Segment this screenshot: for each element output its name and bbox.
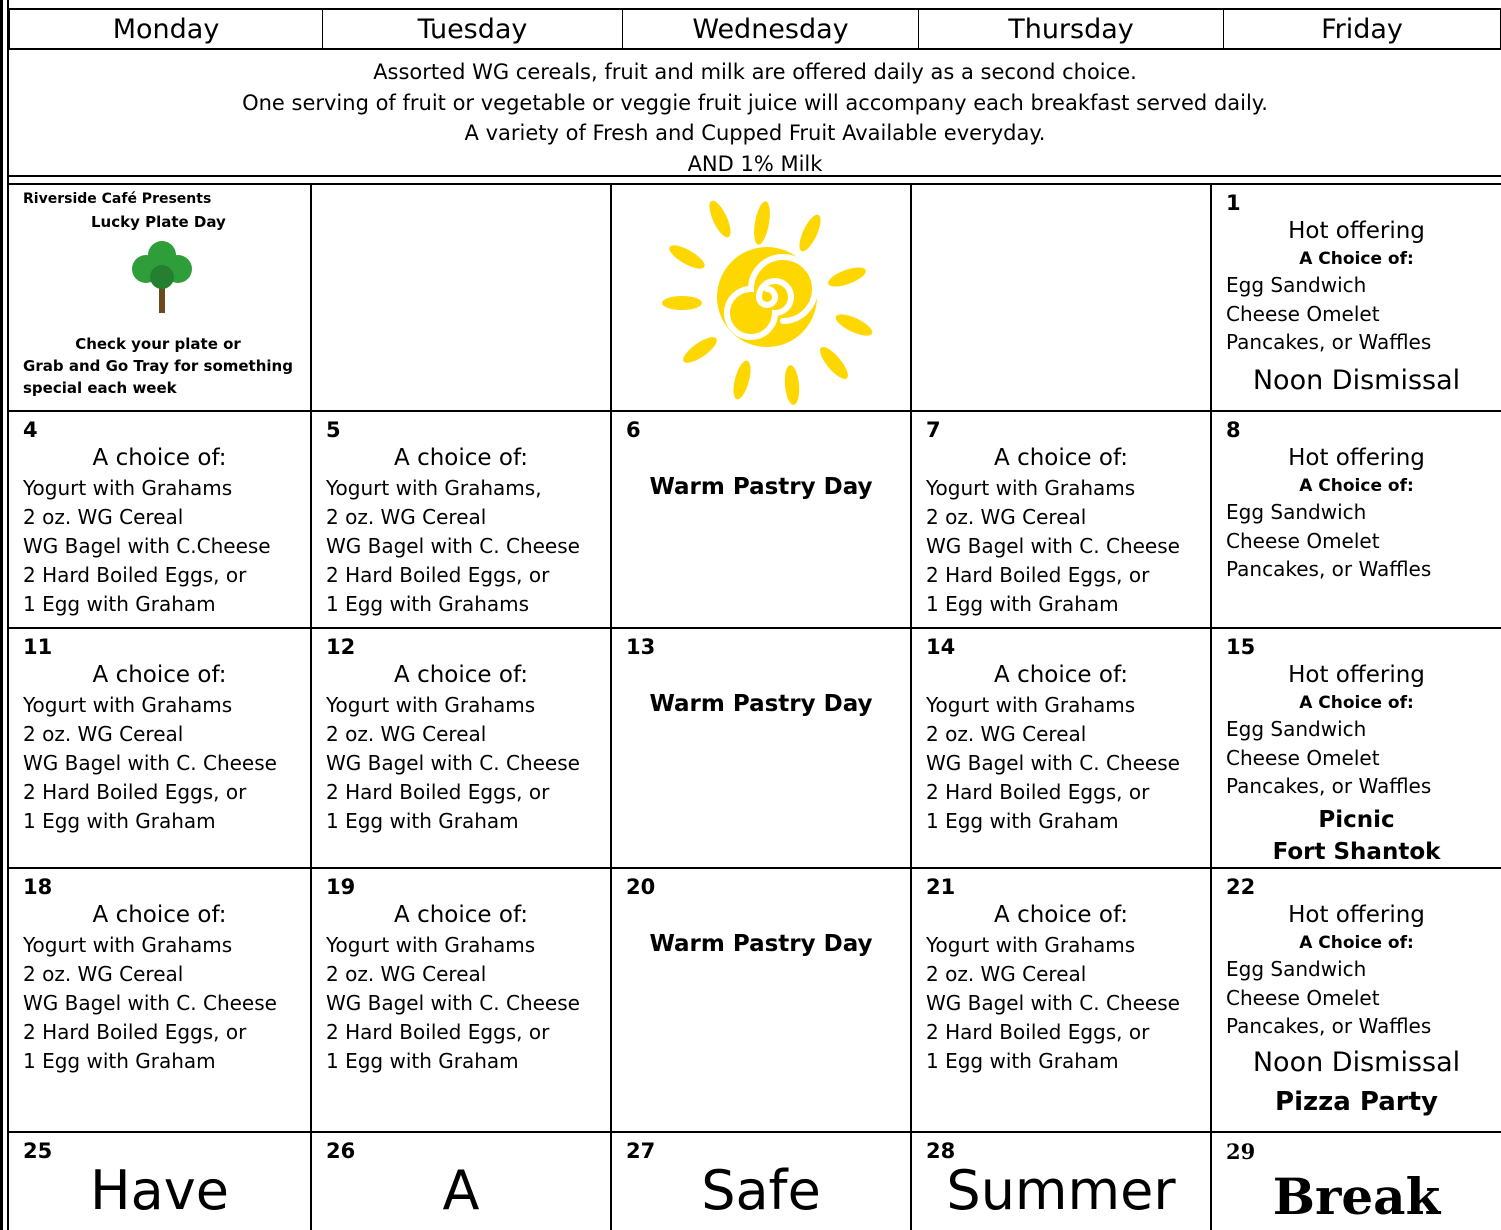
choice-heading: A choice of: — [394, 902, 528, 928]
menu-item: Pancakes, or Waffles — [1226, 557, 1432, 581]
menu-item: Yogurt with Grahams — [23, 693, 233, 717]
menu-item: 2 oz. WG Cereal — [326, 962, 487, 986]
warm-pastry-day: Warm Pastry Day — [649, 691, 873, 717]
sun-icon — [642, 185, 882, 410]
menu-items — [326, 931, 580, 1076]
day-number: 25 — [23, 1139, 53, 1163]
cell-day-6 — [612, 412, 912, 629]
cell-sun — [612, 185, 912, 412]
menu-item: WG Bagel with C. Cheese — [23, 751, 277, 775]
menu-item: Cheese Omelet — [1226, 985, 1380, 1010]
header-tuesday: Tuesday — [322, 9, 623, 50]
menu-item: 2 Hard Boiled Eggs, or — [326, 1020, 550, 1044]
choice-heading: A choice of: — [994, 445, 1128, 471]
menu-item: 2 Hard Boiled Eggs, or — [326, 563, 550, 587]
cell-day-7 — [912, 412, 1212, 629]
day-number: 26 — [326, 1139, 356, 1163]
menu-item: 2 Hard Boiled Eggs, or — [926, 780, 1150, 804]
left-border — [0, 0, 9, 1230]
menu-item: Yogurt with Grahams — [926, 933, 1136, 957]
choice-heading: A choice of: — [92, 902, 227, 928]
menu-items — [1226, 498, 1431, 584]
menu-item: 2 Hard Boiled Eggs, or — [23, 563, 247, 587]
hot-offering-subtitle: A Choice of: — [1299, 249, 1414, 269]
menu-item: Cheese Omelet — [1226, 745, 1380, 770]
header-monday: Monday — [9, 9, 323, 50]
menu-items — [926, 474, 1180, 619]
menu-item: Egg Sandwich — [1226, 717, 1367, 741]
noon-dismissal: Noon Dismissal — [1252, 365, 1461, 396]
menu-items — [23, 691, 277, 836]
choice-heading: A choice of: — [994, 902, 1128, 928]
hot-offering-title: Hot offering — [1288, 662, 1425, 688]
menu-items — [1226, 715, 1431, 801]
menu-item: 1 Egg with Graham — [23, 592, 216, 616]
menu-item: WG Bagel with C. Cheese — [23, 991, 277, 1015]
menu-item: 2 Hard Boiled Eggs, or — [326, 780, 550, 804]
menu-item: 1 Egg with Graham — [326, 809, 519, 833]
menu-item: WG Bagel with C. Cheese — [326, 534, 580, 558]
cell-empty — [312, 185, 612, 412]
cell-empty — [912, 185, 1212, 412]
cell-day-11 — [9, 629, 312, 869]
menu-item: 1 Egg with Graham — [926, 1049, 1119, 1073]
menu-banner — [9, 50, 1501, 177]
cell-day-27 — [612, 1133, 912, 1230]
menu-item: Pancakes, or Waffles — [1226, 1014, 1432, 1038]
menu-item: 2 oz. WG Cereal — [326, 505, 487, 529]
menu-item: Pancakes, or Waffles — [1226, 774, 1432, 798]
menu-item: 1 Egg with Graham — [926, 592, 1119, 616]
banner-line: A variety of Fresh and Cupped Fruit Available everyday. — [464, 121, 1046, 145]
day-number: 15 — [1226, 635, 1256, 659]
hot-offering-subtitle: A Choice of: — [1299, 693, 1414, 713]
menu-item: Yogurt with Grahams — [23, 476, 233, 500]
day-number: 19 — [326, 875, 356, 899]
menu-item: Yogurt with Grahams — [926, 693, 1136, 717]
day-number: 14 — [926, 635, 956, 659]
promo-line: special each week — [23, 379, 177, 397]
day-number: 6 — [626, 418, 641, 442]
cell-day-5 — [312, 412, 612, 629]
day-number: 7 — [926, 418, 941, 442]
cell-day-29 — [1212, 1133, 1501, 1230]
promo-text — [9, 333, 307, 377]
menu-item: 2 Hard Boiled Eggs, or — [23, 1020, 247, 1044]
menu-item: 2 Hard Boiled Eggs, or — [926, 1020, 1150, 1044]
day-number: 13 — [626, 635, 656, 659]
day-number: 8 — [1226, 418, 1241, 442]
cell-day-8 — [1212, 412, 1501, 629]
menu-items — [23, 474, 271, 619]
menu-items — [926, 931, 1180, 1076]
menu-item: 2 oz. WG Cereal — [926, 505, 1087, 529]
menu-item: WG Bagel with C. Cheese — [926, 751, 1180, 775]
hot-offering-subtitle: A Choice of: — [1299, 476, 1414, 496]
warm-pastry-day: Warm Pastry Day — [649, 474, 873, 500]
menu-item: 2 oz. WG Cereal — [23, 505, 184, 529]
cell-day-12 — [312, 629, 612, 869]
day-number: 22 — [1226, 875, 1256, 899]
day-number: 20 — [626, 875, 656, 899]
banner-line: AND 1% Milk — [687, 151, 823, 176]
menu-item: 2 oz. WG Cereal — [926, 962, 1087, 986]
warm-pastry-day: Warm Pastry Day — [649, 931, 873, 957]
menu-item: Yogurt with Grahams — [326, 933, 536, 957]
event-location: Fort Shantok — [1272, 839, 1441, 865]
menu-item: WG Bagel with C. Cheese — [326, 751, 580, 775]
cell-day-14 — [912, 629, 1212, 869]
cell-day-28 — [912, 1133, 1212, 1230]
banner-line: One serving of fruit or vegetable or veggie fruit juice will accompany each breakfast served daily. — [242, 90, 1268, 115]
menu-item: 1 Egg with Graham — [23, 1049, 216, 1073]
hot-offering-title: Hot offering — [1288, 902, 1425, 928]
closing-word: Summer — [946, 1159, 1176, 1222]
choice-heading: A choice of: — [394, 445, 528, 471]
day-number: 28 — [926, 1139, 956, 1163]
cell-day-18 — [9, 869, 312, 1133]
menu-item: 1 Egg with Graham — [23, 809, 216, 833]
day-number: 11 — [23, 635, 53, 659]
promo-line: Grab and Go Tray for something — [23, 357, 293, 375]
header-thursday: Thursday — [918, 9, 1224, 50]
menu-item: Pancakes, or Waffles — [1226, 330, 1432, 354]
menu-item: WG Bagel with C.Cheese — [23, 534, 271, 558]
menu-item: Egg Sandwich — [1226, 273, 1367, 297]
cell-day-25 — [9, 1133, 312, 1230]
day-number: 18 — [23, 875, 53, 899]
menu-items — [926, 691, 1180, 836]
hot-offering-subtitle: A Choice of: — [1299, 933, 1414, 953]
menu-items — [23, 931, 277, 1076]
banner-line: Assorted WG cereals, fruit and milk are offered daily as a second choice. — [373, 60, 1137, 84]
menu-item: 2 oz. WG Cereal — [926, 722, 1087, 746]
cell-day-26 — [312, 1133, 612, 1230]
closing-word: Safe — [701, 1159, 821, 1222]
menu-item: WG Bagel with C. Cheese — [326, 991, 580, 1015]
menu-item: 2 oz. WG Cereal — [326, 722, 487, 746]
menu-item: Egg Sandwich — [1226, 957, 1367, 981]
header-wednesday: Wednesday — [622, 9, 919, 50]
day-number: 21 — [926, 875, 956, 899]
event-title: Picnic — [1318, 807, 1395, 833]
menu-item: Cheese Omelet — [1226, 301, 1380, 326]
noon-dismissal: Noon Dismissal — [1252, 1047, 1461, 1078]
choice-heading: A choice of: — [92, 445, 227, 471]
menu-item: 2 Hard Boiled Eggs, or — [23, 780, 247, 804]
cell-day-4 — [9, 412, 312, 629]
shamrock-icon — [129, 235, 195, 315]
menu-item: 1 Egg with Graham — [326, 1049, 519, 1073]
day-number: 27 — [626, 1139, 656, 1163]
menu-item: Yogurt with Grahams — [23, 933, 233, 957]
menu-item: 2 oz. WG Cereal — [23, 722, 184, 746]
event-title: Pizza Party — [1275, 1087, 1438, 1117]
menu-item: 1 Egg with Graham — [926, 809, 1119, 833]
promo-line: Check your plate or — [75, 335, 241, 353]
cell-day-20 — [612, 869, 912, 1133]
day-number: 4 — [23, 418, 38, 442]
menu-item: WG Bagel with C. Cheese — [926, 991, 1180, 1015]
choice-heading: A choice of: — [394, 662, 528, 688]
day-number: 12 — [326, 635, 356, 659]
day-number: 1 — [1226, 191, 1241, 215]
cell-day-13 — [612, 629, 912, 869]
closing-word: Break — [1272, 1167, 1441, 1226]
menu-item: Egg Sandwich — [1226, 500, 1367, 524]
menu-item: Yogurt with Grahams — [926, 476, 1136, 500]
cell-day-19 — [312, 869, 612, 1133]
choice-heading: A choice of: — [92, 662, 227, 688]
menu-item: 2 Hard Boiled Eggs, or — [926, 563, 1150, 587]
hot-offering-title: Hot offering — [1288, 218, 1425, 244]
menu-item: 2 oz. WG Cereal — [23, 962, 184, 986]
menu-items — [326, 691, 580, 836]
cell-promo — [9, 185, 312, 412]
promo-title: Riverside Café Presents — [23, 191, 212, 207]
menu-items — [1226, 955, 1431, 1041]
choice-heading: A choice of: — [994, 662, 1128, 688]
cell-day-21 — [912, 869, 1212, 1133]
menu-items — [1226, 271, 1431, 357]
menu-item: Yogurt with Grahams, — [326, 476, 542, 500]
cell-day-1 — [1212, 185, 1501, 412]
cell-day-15 — [1212, 629, 1501, 869]
hot-offering-title: Hot offering — [1288, 445, 1425, 471]
header-friday: Friday — [1223, 9, 1501, 50]
closing-word: Have — [90, 1159, 229, 1222]
day-number: 5 — [326, 418, 341, 442]
cell-day-22 — [1212, 869, 1501, 1133]
menu-item: Cheese Omelet — [1226, 528, 1380, 553]
menu-items — [326, 474, 580, 619]
closing-word: A — [442, 1159, 480, 1222]
menu-item: Yogurt with Grahams — [326, 693, 536, 717]
day-number: 29 — [1226, 1139, 1256, 1164]
promo-subtitle: Lucky Plate Day — [91, 213, 226, 231]
menu-item: WG Bagel with C. Cheese — [926, 534, 1180, 558]
menu-item: 1 Egg with Grahams — [326, 592, 530, 616]
